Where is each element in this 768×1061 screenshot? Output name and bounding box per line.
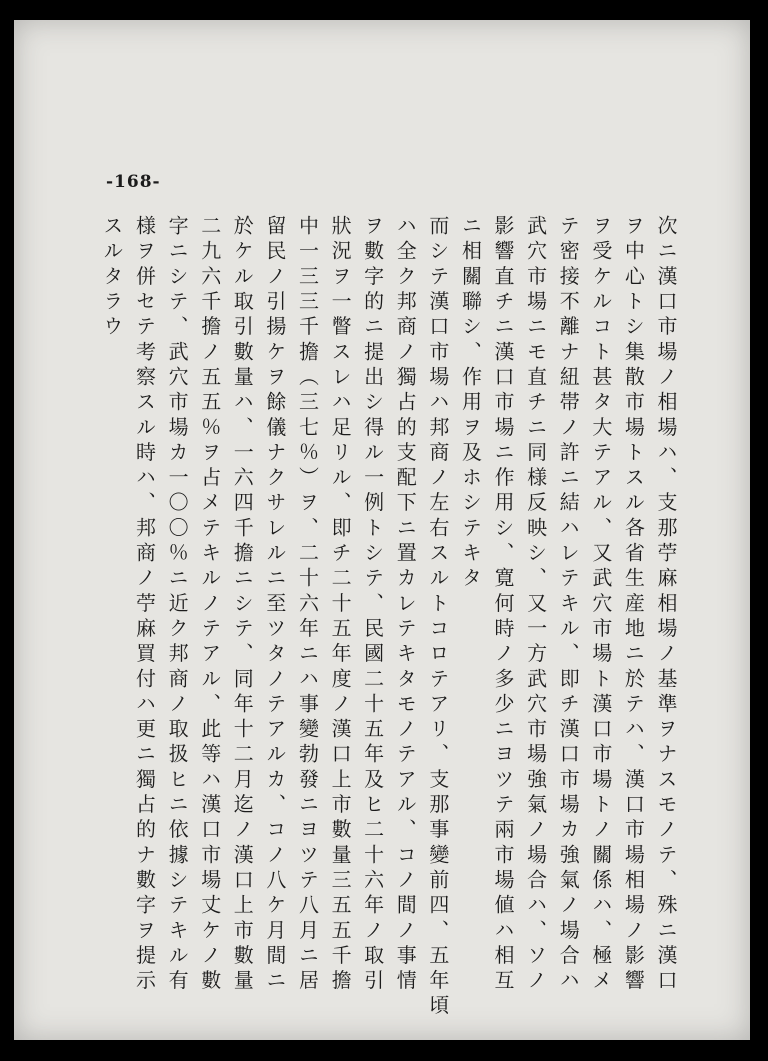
text-column: 字ニシテ、武穴市場カ一〇〇％ニ近ク邦商ノ取扱ヒニ依據シテキル有	[165, 215, 190, 995]
text-column: ハ全ク邦商ノ獨占的支配下ニ置カレテキタモノテアル、コノ間ノ事情	[393, 215, 418, 995]
text-column: 留民ノ引揚ケヲ餘儀ナクサレルニ至ツタノテアルカ、コノ八ケ月間ニ	[262, 215, 287, 995]
text-column: 狀況ヲ一瞥スレハ足リル、即チ二十五年度ノ漢口上市數量三五五千擔	[328, 215, 353, 995]
text-column: ヲ受ケルコト甚タ大テアル、又武穴市場ト漢口市場トノ關係ハ、極メ	[588, 215, 613, 995]
text-column: ニ相關聯シ、作用ヲ及ホシテキタ	[458, 215, 483, 593]
text-column: 二九六千擔ノ五五％ヲ占メテキルノテアル、此等ハ漢口市場丈ケノ數	[197, 215, 222, 995]
text-column: 中一三三千擔（三七％）ヲ、二十六年ニハ事變勃發ニヨツテ八月ニ居	[295, 215, 320, 995]
text-column: スルタラウ	[99, 215, 124, 341]
text-column: 於ケル取引數量ハ、一六四千擔ニシテ、同年十二月迄ノ漢口上市數量	[230, 215, 255, 995]
text-column: 而シテ漢口市場ハ邦商ノ左右スルトコロテアリ、支那事變前四、五年頃	[425, 215, 450, 1020]
vertical-text-body	[99, 215, 682, 1027]
document-page	[14, 20, 750, 1040]
page-number: -168-	[106, 172, 161, 192]
text-column: ヲ中心トシ集散市場トスル各省生産地ニ於テハ、漢口市場相場ノ影響	[621, 215, 646, 995]
text-column: 影響直チニ漢口市場ニ作用シ、寛何時ノ多少ニヨツテ兩市場値ハ相互	[491, 215, 516, 995]
text-column: 次ニ漢口市場ノ相場ハ、支那苧麻相場ノ基準ヲナスモノテ、殊ニ漢口	[654, 215, 678, 995]
text-column: ヲ數字的ニ提出シ得ル一例トシテ、民國二十五年及ヒ二十六年ノ取引	[360, 215, 385, 995]
text-column: 様ヲ併セテ考察スル時ハ、邦商ノ苧麻買付ハ更ニ獨占的ナ數字ヲ提示	[132, 215, 157, 995]
text-column: テ密接不離ナ紐帯ノ許ニ結ハレテキル、即チ漢口市場カ強氣ノ場合ハ	[556, 215, 581, 995]
text-column: 武穴市場ニモ直チニ同様反映シ、又一方武穴市場強氣ノ場合ハ、ソノ	[523, 215, 548, 995]
